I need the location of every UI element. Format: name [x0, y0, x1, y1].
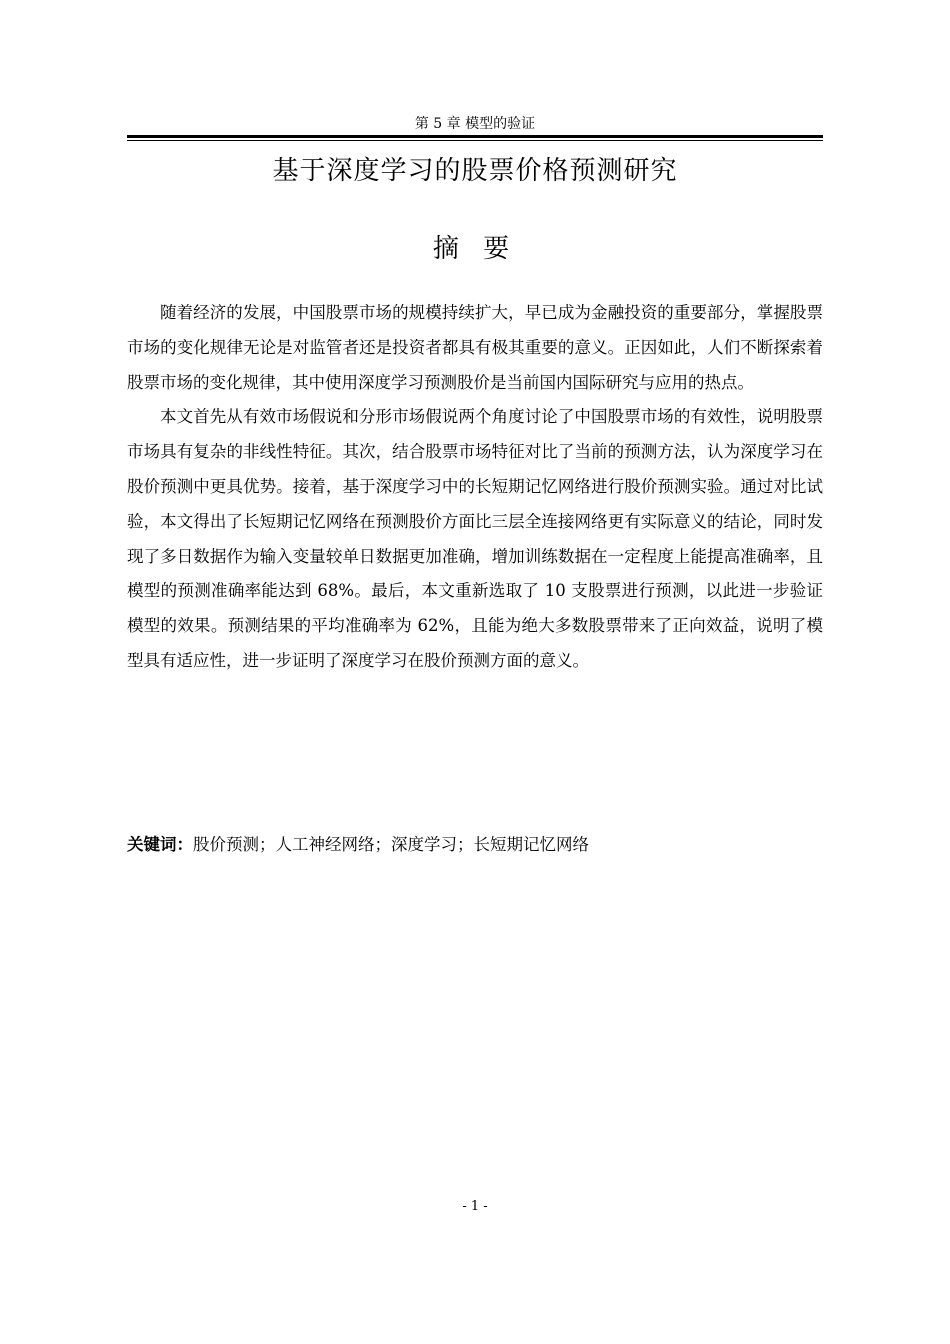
header-rule-thick [127, 135, 823, 138]
abstract-paragraph-2: 本文首先从有效市场假说和分形市场假说两个角度讨论了中国股票市场的有效性，说明股票市场具有复杂的非线性特征。其次，结合股票市场特征对比了当前的预测方法，认为深度学习在股价预测中更具优势。接着，基于深度学习中的长短期记忆网络进行股价预测实验。通过对比试验，本文得出了长短期记忆网络在预测股价方面比三层全连接网络更有实际意义的结论，同时发现了多日数据作为输入变量较单日数据更加准确，增加训练数据在一定程度上能提高准确率，且模型的预测准确率能达到 68%。最后，本文重新选取了 10 支股票进行预测，以此进一步验证模型的效果。预测结果的平均准确率为 62%，且能为绝大多数股票带来了正向效益，说明了模型具有适应性，进一步证明了深度学习在股价预测方面的意义。 [127, 407, 823, 670]
abstract-body [127, 296, 823, 679]
keywords-text: 股价预测；人工神经网络；深度学习；长短期记忆网络 [193, 835, 589, 854]
keywords-line [127, 830, 823, 860]
abstract-heading: 摘 要 [432, 234, 518, 264]
page-number: - 1 - [462, 1199, 488, 1214]
header-rule-thin [127, 140, 823, 141]
running-header: 第 5 章 模型的验证 [414, 116, 536, 132]
keywords-label: 关键词： [127, 835, 193, 854]
document-title: 基于深度学习的股票价格预测研究 [272, 156, 678, 186]
abstract-paragraph-1: 随着经济的发展，中国股票市场的规模持续扩大，早已成为金融投资的重要部分，掌握股票市场的变化规律无论是对监管者还是投资者都具有极其重要的意义。正因如此，人们不断探索着股票市场的变化规律，其中使用深度学习预测股价是当前国内国际研究与应用的热点。 [127, 303, 823, 392]
